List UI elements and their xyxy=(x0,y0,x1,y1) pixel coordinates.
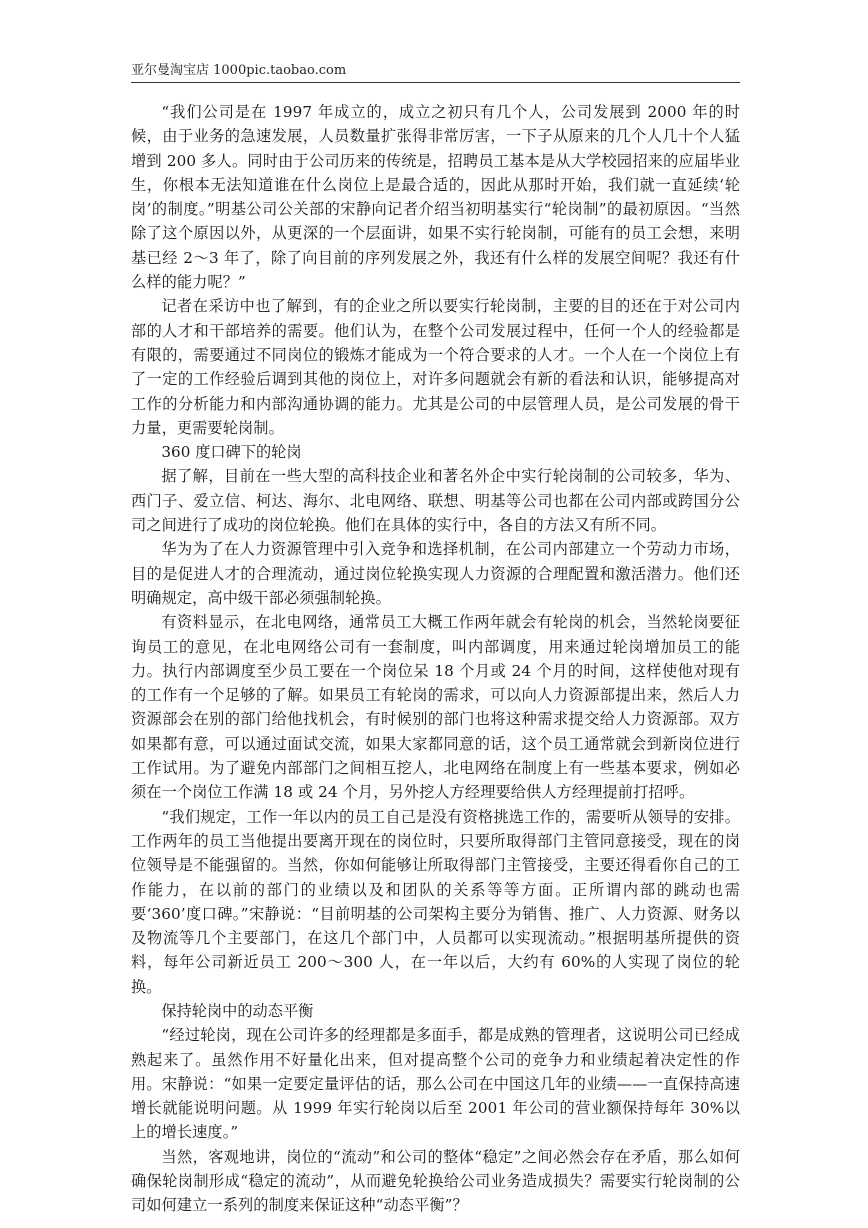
paragraph-3: 据了解，目前在一些大型的高科技企业和著名外企中实行轮岗制的公司较多，华为、西门子、爱立信、柯达、海尔、北电网络、联想、明基等公司也都在公司内部或跨国分公司之间进行了成功的岗位轮换。他们在具体的实行中，各自的方法又有所不同。 xyxy=(131,467,740,535)
paragraph-4: 华为为了在人力资源管理中引入竞争和选择机制，在公司内部建立一个劳动力市场，目的是促进人才的合理流动，通过岗位轮换实现人力资源的合理配置和激活潜力。他们还明确规定，高中级干部必须强制轮换。 xyxy=(131,540,740,607)
paragraph-8: 当然，客观地讲，岗位的“流动”和公司的整体“稳定”之间必然会存在矛盾，那么如何确保轮岗制形成“稳定的流动”，从而避免轮换给公司业务造成损失？需要实行轮岗制的公司如何建立一系列的制度来保证这种“动态平衡”？ xyxy=(131,1147,740,1215)
article-body xyxy=(131,100,740,1218)
section-heading-360: 360 度口碑下的轮岗 xyxy=(161,443,302,462)
paragraph-5: 有资料显示，在北电网络，通常员工大概工作两年就会有轮岗的机会，当然轮岗要征询员工的意见，在北电网络公司有一套制度，叫内部调度，用来通过轮岗增加员工的能力。执行内部调度至少员工要在一个岗位呆 18 个月或 24 个月的时间，这样使他对现有的工作有一个足够的了解。如果员工有轮岗的需求，可以向人力资源部提出来，然后人力资源部会在别的部门给他找机会，有时候别的部门也将这种需求提交给人力资源部。双方如果都有意，可以通过面试交流，如果大家都同意的话，这个员工通常就会到新岗位进行工作试用。为了避免内部部门之间相互挖人，北电网络在制度上有一些基本要求，例如必须在一个岗位工作满 18 或 24 个月，另外挖人方经理要给供人方经理提前打招呼。 xyxy=(131,613,740,802)
header-divider xyxy=(131,82,740,83)
paragraph-2: 记者在采访中也了解到，有的企业之所以要实行轮岗制，主要的目的还在于对公司内部的人才和干部培养的需要。他们认为，在整个公司发展过程中，任何一个人的经验都是有限的，需要通过不同岗位的锻炼才能成为一个符合要求的人才。一个人在一个岗位上有了一定的工作经验后调到其他的岗位上，对许多问题就会有新的看法和认识，能够提高对工作的分析能力和内部沟通协调的能力。尤其是公司的中层管理人员，是公司发展的骨干力量，更需要轮岗制。 xyxy=(131,297,740,437)
paragraph-6: “我们规定，工作一年以内的员工自己是没有资格挑选工作的，需要听从领导的安排。工作两年的员工当他提出要离开现在的岗位时，只要所取得部门主管同意接受，现在的岗位领导是不能强留的。当然，你如何能够让所取得部门主管接受，主要还得看你自己的工作能力，在以前的部门的业绩以及和团队的关系等等方面。正所谓内部的跳动也需要‘360’度口碑。”宋静说：“目前明基的公司架构主要分为销售、推广、人力资源、财务以及物流等几个主要部门，在这几个部门中，人员都可以实现流动。”根据明基所提供的资料，每年公司新近员工 200～300 人，在一年以后，大约有 60%的人实现了岗位的轮换。 xyxy=(131,807,740,996)
section-heading-balance: 保持轮岗中的动态平衡 xyxy=(161,1001,314,1020)
page-header: 亚尔曼淘宝店 1000pic.taobao.com xyxy=(131,63,347,78)
paragraph-1: “我们公司是在 1997 年成立的，成立之初只有几个人，公司发展到 2000 年的时候，由于业务的急速发展，人员数量扩张得非常厉害，一下子从原来的几个人几十个人猛增到 200 多人。同时由于公司历来的传统是，招聘员工基本是从大学校园招来的应届毕业生，你根本无法知道谁在什么岗位上是最合适的，因此从那时开始，我们就一直延续‘轮岗’的制度。”明基公司公关部的宋静向记者介绍当初明基实行“轮岗制”的最初原因。“当然除了这个原因以外，从更深的一个层面讲，如果不实行轮岗制，可能有的员工会想，来明基已经 2～3 年了，除了向目前的序列发展之外，我还有什么样的发展空间呢？我还有什么样的能力呢？” xyxy=(131,103,740,292)
paragraph-7: “经过轮岗，现在公司许多的经理都是多面手，都是成熟的管理者，这说明公司已经成熟起来了。虽然作用不好量化出来，但对提高整个公司的竞争力和业绩起着决定性的作用。宋静说：“如果一定要定量评估的话，那么公司在中国这几年的业绩——一直保持高速增长就能说明问题。从 1999 年实行轮岗以后至 2001 年公司的营业额保持每年 30%以上的增长速度。” xyxy=(131,1026,740,1142)
